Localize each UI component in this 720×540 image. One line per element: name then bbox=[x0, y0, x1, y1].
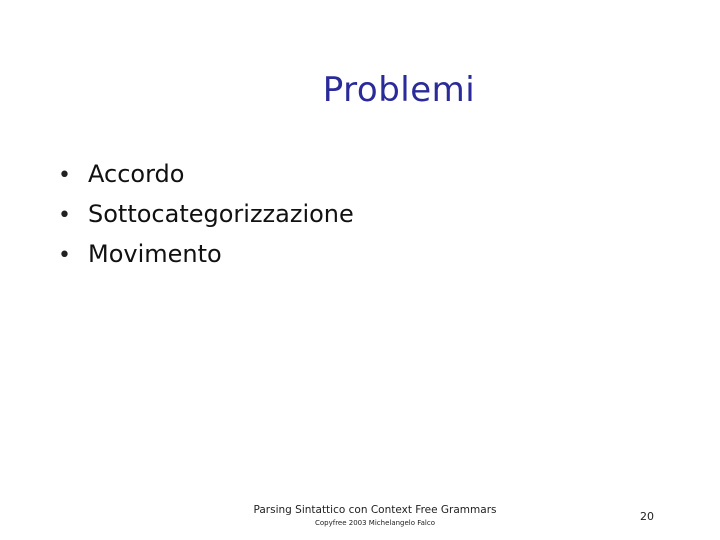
footer-copyright: Copyfree 2003 Michelangelo Falco bbox=[314, 519, 436, 527]
bullet-marker: • bbox=[58, 243, 71, 268]
footer-course-title: Parsing Sintattico con Context Free Grammars bbox=[253, 504, 497, 516]
bullet-text: Movimento bbox=[88, 240, 222, 268]
slide-title: Problemi bbox=[322, 70, 476, 110]
bullet-item-movimento bbox=[58, 240, 354, 280]
bullet-text: Sottocategorizzazione bbox=[88, 200, 354, 228]
page-number: 20 bbox=[640, 510, 654, 523]
bullet-marker: • bbox=[58, 163, 71, 188]
bullet-text: Accordo bbox=[88, 160, 185, 188]
bullet-item-accordo bbox=[58, 160, 354, 200]
bullet-marker: • bbox=[58, 203, 71, 228]
bullet-list bbox=[58, 160, 354, 280]
slide-footer bbox=[230, 503, 520, 529]
bullet-item-sottocategorizzazione bbox=[58, 200, 354, 240]
